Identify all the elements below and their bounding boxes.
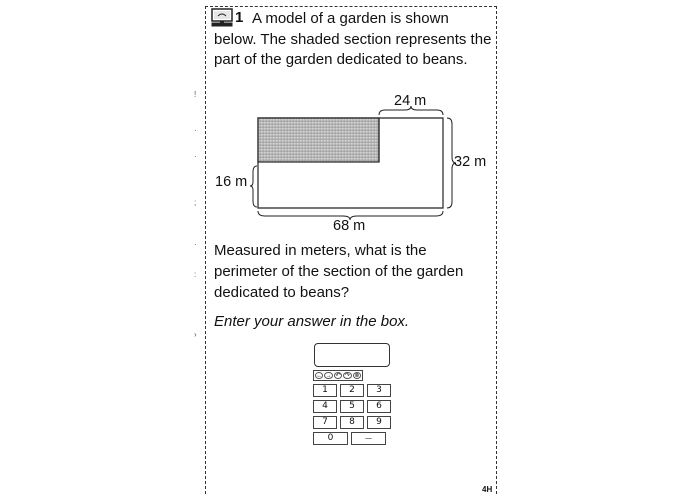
clear-key[interactable]: ⊗	[354, 373, 360, 379]
question-stem: A model of a garden is shown below. The shaded section represents the part of the garden dedicated to beans.	[214, 10, 492, 68]
key-5[interactable]: 5	[340, 400, 364, 413]
key-2[interactable]: 2	[340, 384, 364, 397]
label-top: 24 m	[394, 93, 427, 109]
redo-key[interactable]: ↷	[344, 373, 350, 379]
fraction-key[interactable]: —	[351, 432, 386, 445]
beans-section	[258, 118, 379, 162]
keypad	[313, 370, 391, 445]
key-8[interactable]: 8	[340, 416, 364, 429]
brace-left	[250, 166, 257, 207]
garden-figure	[205, 90, 505, 245]
label-right: 32 m	[454, 154, 487, 170]
right-arrow-key[interactable]: →	[325, 373, 332, 379]
undo-key[interactable]: ↶	[335, 373, 341, 379]
key-0[interactable]: 0	[313, 432, 348, 445]
key-4[interactable]: 4	[313, 400, 337, 413]
question-number: 1	[235, 9, 244, 26]
key-6[interactable]: 6	[367, 400, 391, 413]
left-arrow-key[interactable]: ←	[316, 373, 323, 379]
question-prompt: Measured in meters, what is the perimeter of the section of the garden dedicated to beans?	[214, 242, 464, 301]
answer-input-box[interactable]	[314, 343, 390, 367]
page-code: 4H	[482, 485, 493, 494]
label-left: 16 m	[215, 174, 248, 190]
key-9[interactable]: 9	[367, 416, 391, 429]
key-7[interactable]: 7	[313, 416, 337, 429]
key-1[interactable]: 1	[313, 384, 337, 397]
key-3[interactable]: 3	[367, 384, 391, 397]
answer-instruction: Enter your answer in the box.	[214, 313, 410, 330]
label-bottom: 68 m	[333, 218, 366, 234]
keypad-nav-row	[313, 370, 363, 381]
